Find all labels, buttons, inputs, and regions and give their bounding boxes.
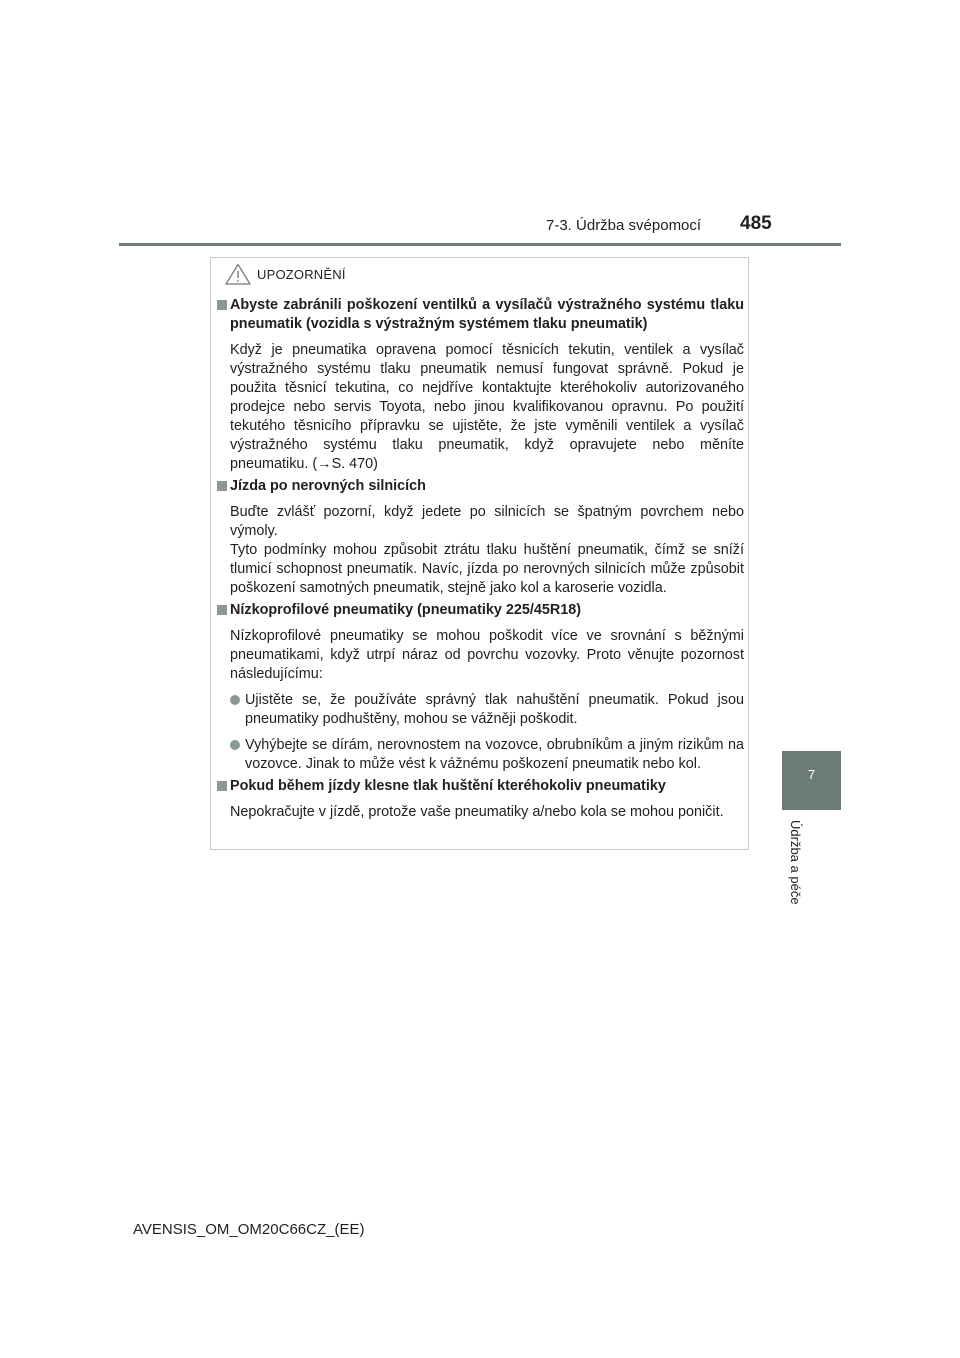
- header-rule: [119, 243, 841, 246]
- paragraph: Nepokračujte v jízdě, protože vaše pneumatiky a/nebo kola se mohou poničit.: [230, 804, 724, 820]
- section-body: [217, 341, 744, 474]
- bullet-text: Ujistěte se, že používáte správný tlak nahuštění pneumatik. Pokud jsou pneumatiky podhuštěny, mohou se vážněji poškodit.: [245, 692, 744, 727]
- bullet-item: [217, 691, 744, 729]
- chapter-label-text: Údržba a péče: [788, 820, 803, 905]
- chapter-label: [786, 820, 806, 920]
- section-heading-text: Nízkoprofilové pneumatiky (pneumatiky 225/45R18): [230, 602, 582, 618]
- chapter-number: 7: [807, 767, 816, 782]
- section-heading: [217, 601, 744, 620]
- round-bullet-icon: [230, 740, 240, 750]
- paragraph: Tyto podmínky mohou způsobit ztrátu tlaku huštění pneumatik, čímž se sníží tlumicí schopnost pneumatik. Navíc, jízda po nerovných silnicích může způsobit poškození samotných pneumatik, stejně jako kol a karoserie vozidla.: [230, 542, 744, 596]
- paragraph: Když je pneumatika opravena pomocí těsnicích tekutin, ventilek a vysílač výstražného systému tlaku pneumatik nemusí fungovat správně. Pokud je použita těsnicí tekutina, co nejdříve kontaktujte kteréhokoliv autorizovaného prodejce nebo servis Toyota, nebo jinou kvalifikovanou opravnu. Po použití tekutého těsnicího přípravku se ujistěte, že jste vyměnili ventilek a vysílač výstražného systému tlaku pneumatik, když opravujete nebo měníte pneumatiku. (→S. 470): [230, 342, 744, 472]
- caution-content: [217, 296, 744, 825]
- page-number: 485: [740, 213, 772, 234]
- caution-box: [210, 257, 749, 850]
- section-heading-text: Pokud během jízdy klesne tlak huštění kteréhokoliv pneumatiky: [230, 778, 666, 794]
- section-body: [217, 627, 744, 684]
- section-body: [217, 503, 744, 598]
- caution-section: [217, 777, 744, 822]
- caution-header: [225, 262, 346, 286]
- paragraph: Nízkoprofilové pneumatiky se mohou poškodit více ve srovnání s běžnými pneumatikami, když utrpí náraz od povrchu vozovky. Proto věnujte pozornost následujícímu:: [230, 628, 744, 682]
- bullet-text: Vyhýbejte se dírám, nerovnostem na vozovce, obrubníkům a jiným rizikům na vozovce. Jinak to může vést k vážnému poškození pneumatik nebo kol.: [245, 737, 744, 772]
- caution-section: [217, 601, 744, 774]
- square-bullet-icon: [217, 481, 227, 491]
- paragraph: Buďte zvlášť pozorní, když jedete po silnicích se špatným povrchem nebo výmoly.: [230, 504, 744, 539]
- square-bullet-icon: [217, 605, 227, 615]
- bullet-item: [217, 736, 744, 774]
- section-heading: [217, 777, 744, 796]
- square-bullet-icon: [217, 781, 227, 791]
- round-bullet-icon: [230, 695, 240, 705]
- section-heading: [217, 296, 744, 334]
- warning-triangle-icon: [225, 263, 251, 285]
- section-heading-text: Jízda po nerovných silnicích: [230, 478, 426, 494]
- header-section-title: 7-3. Údržba svépomocí: [546, 217, 702, 234]
- section-heading-text: Abyste zabránili poškození ventilků a vysílačů výstražného systému tlaku pneumatik (vozidla s výstražným systémem tlaku pneumatik): [230, 297, 744, 332]
- section-body: [217, 803, 744, 822]
- square-bullet-icon: [217, 300, 227, 310]
- caution-title: UPOZORNĚNÍ: [257, 266, 346, 282]
- caution-section: [217, 477, 744, 598]
- chapter-tab[interactable]: [782, 751, 841, 810]
- footer-document-code: AVENSIS_OM_OM20C66CZ_(EE): [133, 1221, 365, 1238]
- caution-section: [217, 296, 744, 474]
- section-heading: [217, 477, 744, 496]
